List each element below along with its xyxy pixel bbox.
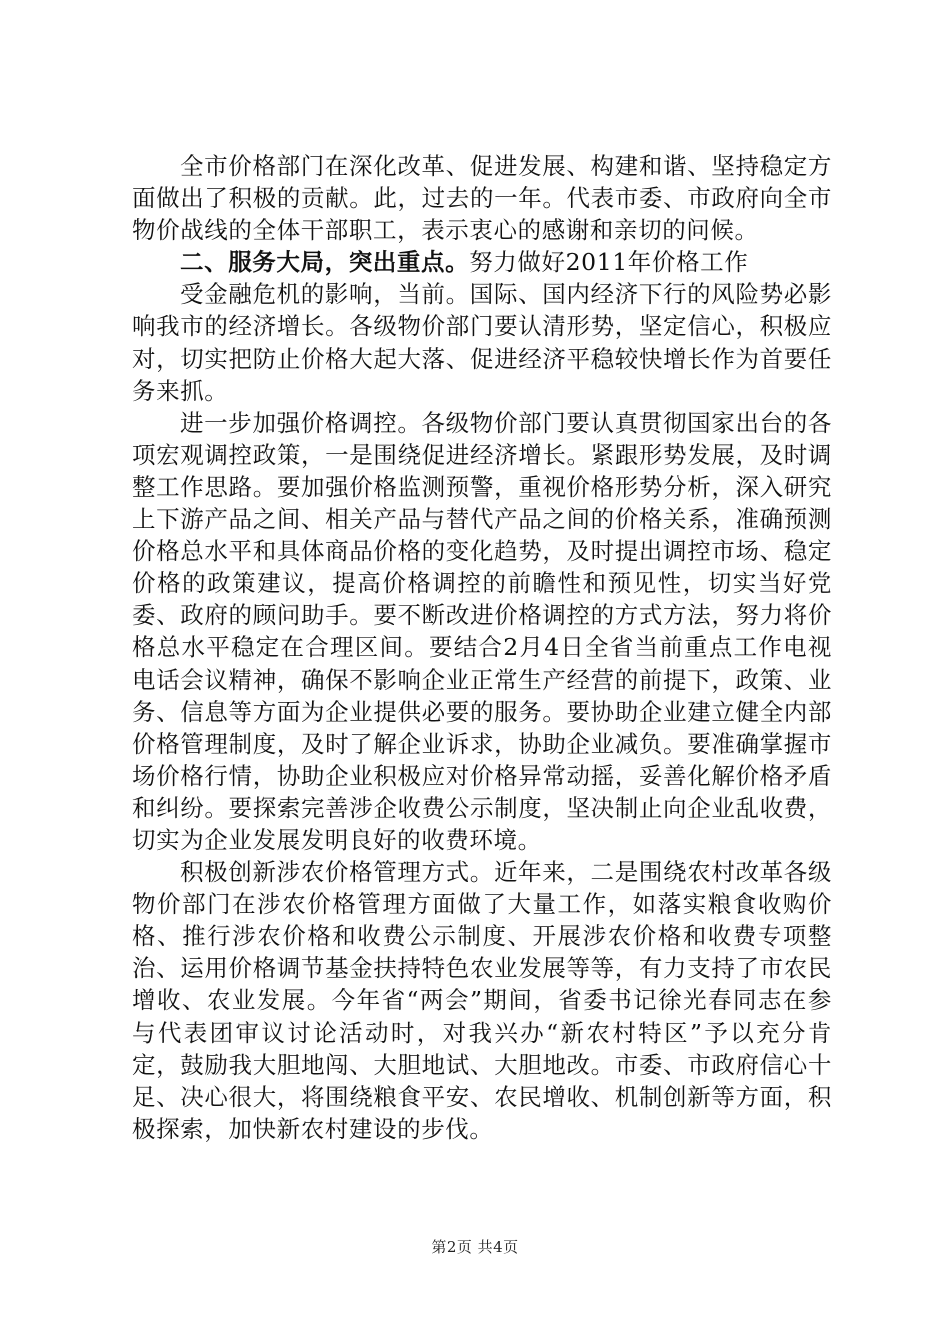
document-body bbox=[132, 150, 832, 1145]
paragraph-intro: 全市价格部门在深化改革、促进发展、构建和谐、坚持稳定方面做出了积极的贡献。此，过去的一年。代表市委、市政府向全市物价战线的全体干部职工，表示衷心的感谢和亲切的问候。 bbox=[132, 152, 832, 245]
paragraph-agriculture-pricing: 积极创新涉农价格管理方式。近年来，二是围绕农村改革各级物价部门在涉农价格管理方面做了大量工作，如落实粮食收购价格、推行涉农价格和收费公示制度、开展涉农价格和收费专项整治、运用价格调节基金扶持特色农业发展等等，有力支持了市农民增收、农业发展。今年省“两会”期间，省委书记徐光春同志在参与代表团审议讨论活动时，对我兴办“新农村特区”予以充分肯定，鼓励我大胆地闯、大胆地试、大胆地改。市委、市政府信心十足、决心很大，将围绕粮食平安、农民增收、机制创新等方面，积极探索，加快新农村建设的步伐。 bbox=[132, 858, 832, 1143]
section-heading-bold: 二、服务大局，突出重点。 bbox=[180, 248, 470, 277]
paragraph-financial-crisis: 受金融危机的影响，当前。国际、国内经济下行的风险势必影响我市的经济增长。各级物价部门要认清形势，坚定信心，积极应对，切实把防止价格大起大落、促进经济平稳较快增长作为首要任务来抓。 bbox=[132, 280, 832, 405]
page-footer: 第2页 共4页 bbox=[431, 1238, 519, 1256]
paragraph-price-control: 进一步加强价格调控。各级物价部门要认真贯彻国家出台的各项宏观调控政策，一是围绕促进经济增长。紧跟形势发展，及时调整工作思路。要加强价格监测预警，重视价格形势分析，深入研究上下游产品之间、相关产品与替代产品之间的价格关系，准确预测价格总水平和具体商品价格的变化趋势，及时提出调控市场、稳定价格的政策建议，提高价格调控的前瞻性和预见性，切实当好党委、政府的顾问助手。要不断改进价格调控的方式方法，努力将价格总水平稳定在合理区间。要结合2月4日全省当前重点工作电视电话会议精神，确保不影响企业正常生产经营的前提下，政策、业务、信息等方面为企业提供必要的服务。要协助企业建立健全内部价格管理制度，及时了解企业诉求，协助企业减负。要准确掌握市场价格行情，协助企业积极应对价格异常动摇，妥善化解价格矛盾和纠纷。要探索完善涉企收费公示制度，坚决制止向企业乱收费，切实为企业发展发明良好的收费环境。 bbox=[132, 408, 832, 854]
section-heading bbox=[132, 246, 832, 278]
section-heading-normal: 努力做好2011年价格工作 bbox=[469, 248, 749, 277]
